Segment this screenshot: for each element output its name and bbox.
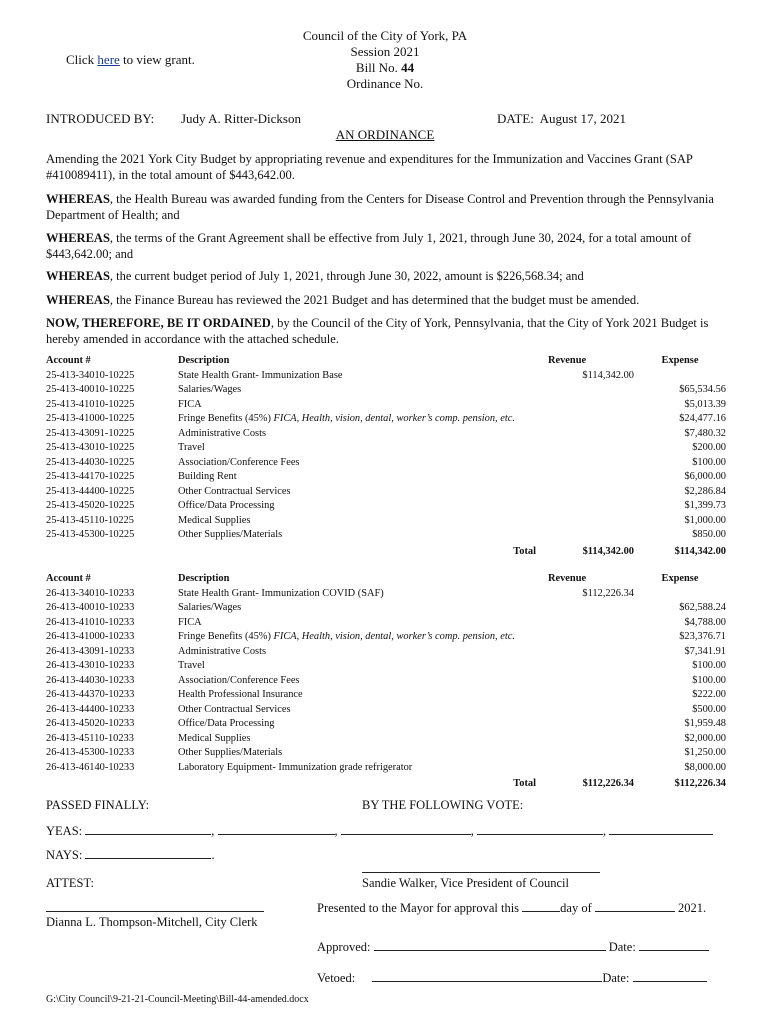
expense-value: $100.00	[692, 660, 726, 671]
budget-schedule-1	[46, 354, 726, 559]
revenue-value	[548, 746, 634, 761]
table-row	[46, 587, 726, 602]
expense-value: $500.00	[692, 703, 726, 715]
account-number: 25-413-44400-10225	[46, 485, 135, 497]
paragraph-whereas-3: WHEREAS, the current budget period of July 1, 2021, through June 30, 2022, amount is $226,568.34; and	[46, 269, 584, 283]
nays-line: NAYS: .	[46, 848, 215, 862]
clerk-signature-line	[46, 911, 264, 912]
revenue-value	[548, 717, 634, 732]
revenue-value	[548, 514, 634, 529]
revenue-value	[548, 528, 634, 543]
account-number: 25-413-41010-10225	[46, 398, 135, 410]
account-number: 26-413-41000-10233	[46, 631, 135, 642]
description: Salaries/Wages	[178, 602, 242, 613]
revenue-value: $112,226.34	[582, 587, 634, 599]
council-name: Council of the City of York, PA	[302, 28, 468, 43]
table-row	[46, 369, 726, 384]
description: Fringe Benefits (45%) FICA, Health, vision, dental, worker’s comp. pension, etc.	[178, 413, 515, 424]
account-number: 26-413-34010-10233	[46, 587, 135, 599]
col-account: Account #	[46, 573, 91, 584]
table-row	[46, 616, 726, 631]
description: Other Contractual Services	[178, 485, 291, 497]
expense-value: $1,399.73	[684, 500, 726, 511]
col-expense: Expense	[661, 573, 699, 584]
table-row	[46, 383, 726, 398]
revenue-value	[548, 703, 634, 718]
description: Other Supplies/Materials	[178, 529, 283, 540]
paragraph-whereas-4: WHEREAS, the Finance Bureau has reviewed the 2021 Budget and has determined that the budget must be amended.	[46, 293, 640, 307]
expense-value: $6,000.00	[684, 471, 726, 482]
account-number: 26-413-43091-10233	[46, 645, 135, 657]
expense-value: $850.00	[692, 529, 726, 540]
account-number: 26-413-44370-10233	[46, 689, 135, 700]
table-row	[46, 427, 726, 442]
description: Building Rent	[178, 471, 237, 482]
account-number: 25-413-41000-10225	[46, 413, 135, 424]
table-row	[46, 485, 726, 500]
presented-line: Presented to the Mayor for approval this day of 2021.	[317, 901, 707, 915]
account-number: 26-413-46140-10233	[46, 761, 135, 773]
passed-finally-label: PASSED FINALLY:	[46, 798, 150, 812]
expense-value: $100.00	[692, 674, 726, 686]
attest-label: ATTEST:	[46, 876, 94, 890]
expense-value: $222.00	[692, 689, 726, 700]
col-description: Description	[178, 573, 230, 584]
description: State Health Grant- Immunization COVID (SAF)	[178, 587, 384, 599]
table-row	[46, 499, 726, 514]
table-row	[46, 688, 726, 703]
paragraph-amending: Amending the 2021 York City Budget by appropriating revenue and expenditures for the Immunization and Vaccines Grant (SAP #410089411), in the total amount of $443,642.00.	[46, 152, 693, 182]
table-row	[46, 645, 726, 660]
account-number: 25-413-44030-10225	[46, 456, 135, 468]
description: Association/Conference Fees	[178, 456, 300, 468]
account-number: 25-413-45300-10225	[46, 529, 135, 540]
total-row: Total $114,342.00 $114,342.00	[46, 543, 726, 560]
table-row	[46, 398, 726, 413]
description: Other Supplies/Materials	[178, 747, 283, 758]
description: Other Contractual Services	[178, 703, 291, 715]
revenue-value	[548, 616, 634, 631]
expense-value: $1,250.00	[684, 747, 726, 758]
revenue-value	[548, 601, 634, 616]
description: Medical Supplies	[178, 514, 251, 526]
account-number: 26-413-45300-10233	[46, 747, 135, 758]
bill-number: Bill No. 44	[355, 60, 415, 75]
session: Session 2021	[350, 44, 420, 59]
expense-value: $4,788.00	[684, 616, 726, 628]
expense-value: $7,341.91	[684, 645, 726, 657]
expense-value: $200.00	[692, 442, 726, 453]
account-number: 26-413-43010-10233	[46, 660, 135, 671]
revenue-value	[548, 674, 634, 689]
total-expense: $114,342.00	[674, 545, 726, 557]
col-description: Description	[178, 355, 230, 366]
expense-value: $8,000.00	[684, 761, 726, 773]
expense-value: $62,588.24	[679, 602, 726, 613]
table-row	[46, 659, 726, 674]
revenue-value	[548, 659, 634, 674]
col-account: Account #	[46, 355, 91, 366]
expense-value	[634, 587, 726, 602]
table-row	[46, 732, 726, 747]
table-row	[46, 456, 726, 471]
expense-value: $7,480.32	[684, 427, 726, 439]
revenue-value	[548, 485, 634, 500]
paragraph-whereas-1: WHEREAS, the Health Bureau was awarded funding from the Centers for Disease Control and Prevention through the Pennsylvania Department of Health; and	[46, 192, 714, 222]
revenue-value: $114,342.00	[582, 369, 634, 381]
table-row	[46, 601, 726, 616]
account-number: 26-413-45110-10233	[46, 732, 134, 744]
revenue-value	[548, 688, 634, 703]
description-note: FICA, Health, vision, dental, worker’s comp. pension, etc.	[273, 631, 515, 642]
approved-line: Approved: Date:	[317, 938, 709, 955]
description: Administrative Costs	[178, 645, 267, 657]
description: Office/Data Processing	[178, 500, 275, 511]
total-revenue: $114,342.00	[582, 545, 634, 557]
revenue-value	[548, 499, 634, 514]
expense-value: $1,000.00	[684, 514, 726, 526]
vp-signature-line	[362, 872, 600, 873]
description-note: FICA, Health, vision, dental, worker’s comp. pension, etc.	[273, 413, 515, 424]
expense-value: $5,013.39	[684, 398, 726, 410]
description: Travel	[178, 660, 205, 671]
account-number: 26-413-45020-10233	[46, 718, 135, 729]
file-path-footer: G:\City Council\9-21-21-Council-Meeting\Bill-44-amended.docx	[46, 994, 309, 1005]
revenue-value	[548, 398, 634, 413]
document-header	[0, 28, 770, 92]
table-row	[46, 470, 726, 485]
account-number: 26-413-44030-10233	[46, 674, 135, 686]
account-number: 26-413-44400-10233	[46, 703, 135, 715]
revenue-value	[548, 470, 634, 485]
table-row	[46, 703, 726, 718]
table-row	[46, 717, 726, 732]
table-row	[46, 746, 726, 761]
revenue-value	[548, 427, 634, 442]
total-row: Total $112,226.34 $112,226.34	[46, 775, 726, 792]
grant-link-line: Click here to view grant.	[66, 52, 195, 67]
table-row	[46, 630, 726, 645]
intro-date: DATE: August 17, 2021	[497, 111, 626, 126]
description: Office/Data Processing	[178, 718, 275, 729]
col-revenue: Revenue	[548, 573, 587, 584]
revenue-value	[548, 456, 634, 471]
description: Medical Supplies	[178, 732, 251, 744]
revenue-value	[548, 732, 634, 747]
expense-value: $23,376.71	[679, 631, 726, 642]
vote-label: BY THE FOLLOWING VOTE:	[362, 798, 524, 812]
total-revenue: $112,226.34	[582, 778, 634, 789]
account-number: 25-413-43091-10225	[46, 427, 135, 439]
table-row	[46, 412, 726, 427]
description: FICA	[178, 616, 202, 628]
account-number: 26-413-41010-10233	[46, 616, 135, 628]
description: State Health Grant- Immunization Base	[178, 369, 343, 381]
ordinance-number: Ordinance No.	[346, 76, 424, 91]
table-row	[46, 761, 726, 776]
description: Travel	[178, 442, 205, 453]
expense-value: $24,477.16	[679, 413, 726, 424]
col-revenue: Revenue	[548, 355, 587, 366]
table-row	[46, 674, 726, 689]
account-number: 25-413-45020-10225	[46, 500, 135, 511]
view-grant-link[interactable]: here	[97, 52, 120, 67]
account-number: 25-413-43010-10225	[46, 442, 135, 453]
description: Administrative Costs	[178, 427, 267, 439]
description: Laboratory Equipment- Immunization grade refrigerator	[178, 761, 413, 773]
account-number: 26-413-40010-10233	[46, 602, 135, 613]
revenue-value	[548, 441, 634, 456]
revenue-value	[548, 412, 634, 427]
account-number: 25-413-45110-10225	[46, 514, 134, 526]
account-number: 25-413-44170-10225	[46, 471, 135, 482]
table-row	[46, 441, 726, 456]
revenue-value	[548, 383, 634, 398]
vetoed-line: Vetoed: Date:	[317, 969, 707, 986]
description: Association/Conference Fees	[178, 674, 300, 686]
expense-value: $2,000.00	[684, 732, 726, 744]
expense-value: $1,959.48	[684, 718, 726, 729]
revenue-value	[548, 645, 634, 660]
account-number: 25-413-34010-10225	[46, 369, 135, 381]
account-number: 25-413-40010-10225	[46, 384, 135, 395]
vp-name: Sandie Walker, Vice President of Council	[362, 876, 569, 890]
expense-value: $2,286.84	[684, 485, 726, 497]
col-expense: Expense	[661, 355, 699, 366]
total-expense: $112,226.34	[674, 778, 726, 789]
expense-value: $100.00	[692, 456, 726, 468]
table-row	[46, 528, 726, 543]
budget-schedule-2	[46, 572, 726, 792]
description: Health Professional Insurance	[178, 689, 303, 700]
ordinance-title: AN ORDINANCE	[335, 127, 435, 142]
paragraph-whereas-2: WHEREAS, the terms of the Grant Agreement shall be effective from July 1, 2021, through June 30, 2024, for a total amount of $443,642.00; and	[46, 231, 692, 261]
description: Salaries/Wages	[178, 384, 242, 395]
revenue-value	[548, 630, 634, 645]
description: Fringe Benefits (45%) FICA, Health, vision, dental, worker’s comp. pension, etc.	[178, 631, 515, 642]
expense-value	[634, 369, 726, 384]
table-row	[46, 514, 726, 529]
introduced-by-name: Judy A. Ritter-Dickson	[181, 111, 301, 126]
introduced-by-label: INTRODUCED BY:	[46, 111, 155, 126]
clerk-name: Dianna L. Thompson-Mitchell, City Clerk	[46, 915, 258, 929]
yeas-line: YEAS: , , , ,	[46, 822, 713, 839]
expense-value: $65,534.56	[679, 384, 726, 395]
revenue-value	[548, 761, 634, 776]
description: FICA	[178, 398, 202, 410]
paragraph-now-therefore: NOW, THEREFORE, BE IT ORDAINED, by the Council of the City of York, Pennsylvania, that the City of York 2021 Budget is hereby amended in accordance with the attached schedule.	[46, 316, 709, 346]
